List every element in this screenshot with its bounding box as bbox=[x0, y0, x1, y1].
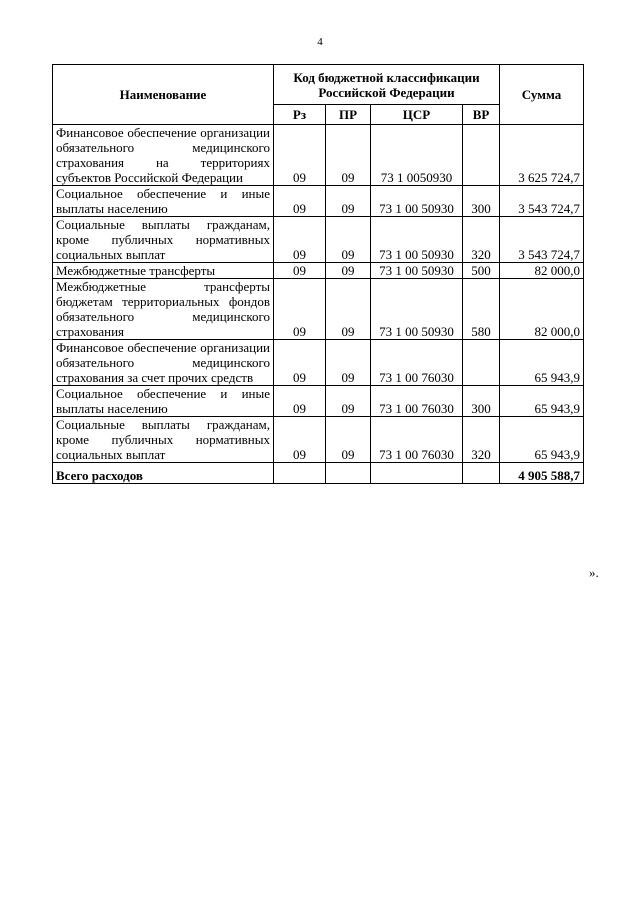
total-empty-rz bbox=[274, 463, 326, 484]
row-sum: 3 625 724,7 bbox=[500, 125, 584, 186]
row-pr: 09 bbox=[326, 386, 371, 417]
row-name: Социальное обеспечение и иные выплаты населению bbox=[53, 186, 274, 217]
row-sum: 65 943,9 bbox=[500, 340, 584, 386]
row-sum: 82 000,0 bbox=[500, 279, 584, 340]
row-vr: 300 bbox=[463, 386, 500, 417]
row-csr: 73 1 00 76030 bbox=[371, 417, 463, 463]
row-sum: 82 000,0 bbox=[500, 263, 584, 279]
page-number: 4 bbox=[317, 36, 323, 48]
row-rz: 09 bbox=[274, 217, 326, 263]
row-rz: 09 bbox=[274, 263, 326, 279]
table-row bbox=[53, 386, 584, 417]
header-sum: Сумма bbox=[500, 65, 584, 125]
table-row bbox=[53, 186, 584, 217]
total-label: Всего расходов bbox=[53, 463, 274, 484]
table-row bbox=[53, 263, 584, 279]
row-csr: 73 1 00 50930 bbox=[371, 186, 463, 217]
row-rz: 09 bbox=[274, 125, 326, 186]
row-csr: 73 1 0050930 bbox=[371, 125, 463, 186]
row-vr: 580 bbox=[463, 279, 500, 340]
table-row bbox=[53, 340, 584, 386]
total-empty-vr bbox=[463, 463, 500, 484]
header-code-group: Код бюджетной классификации Российской Федерации bbox=[274, 65, 500, 105]
row-csr: 73 1 00 50930 bbox=[371, 279, 463, 340]
row-pr: 09 bbox=[326, 340, 371, 386]
table-row bbox=[53, 279, 584, 340]
row-sum: 65 943,9 bbox=[500, 386, 584, 417]
row-name: Финансовое обеспечение организации обязательного медицинского страхования за счет прочих средств bbox=[53, 340, 274, 386]
row-pr: 09 bbox=[326, 417, 371, 463]
row-rz: 09 bbox=[274, 386, 326, 417]
header-pr: ПР bbox=[326, 105, 371, 125]
total-sum: 4 905 588,7 bbox=[500, 463, 584, 484]
table-row bbox=[53, 217, 584, 263]
row-rz: 09 bbox=[274, 417, 326, 463]
row-sum: 65 943,9 bbox=[500, 417, 584, 463]
row-pr: 09 bbox=[326, 279, 371, 340]
row-name: Межбюджетные трансферты bbox=[53, 263, 274, 279]
row-vr: 500 bbox=[463, 263, 500, 279]
row-pr: 09 bbox=[326, 186, 371, 217]
row-vr bbox=[463, 340, 500, 386]
header-csr: ЦСР bbox=[371, 105, 463, 125]
table-row bbox=[53, 125, 584, 186]
row-vr: 300 bbox=[463, 186, 500, 217]
budget-table bbox=[52, 64, 584, 484]
row-sum: 3 543 724,7 bbox=[500, 217, 584, 263]
closing-quote: ». bbox=[589, 565, 599, 580]
row-pr: 09 bbox=[326, 125, 371, 186]
row-vr bbox=[463, 125, 500, 186]
row-csr: 73 1 00 76030 bbox=[371, 340, 463, 386]
table-row bbox=[53, 417, 584, 463]
row-csr: 73 1 00 50930 bbox=[371, 263, 463, 279]
row-csr: 73 1 00 76030 bbox=[371, 386, 463, 417]
row-sum: 3 543 724,7 bbox=[500, 186, 584, 217]
total-empty-pr bbox=[326, 463, 371, 484]
row-rz: 09 bbox=[274, 340, 326, 386]
row-csr: 73 1 00 50930 bbox=[371, 217, 463, 263]
row-name: Межбюджетные трансферты бюджетам территориальных фондов обязательного медицинского страхования bbox=[53, 279, 274, 340]
row-name: Социальные выплаты гражданам, кроме публичных нормативных социальных выплат bbox=[53, 417, 274, 463]
row-pr: 09 bbox=[326, 217, 371, 263]
row-name: Социальное обеспечение и иные выплаты населению bbox=[53, 386, 274, 417]
row-pr: 09 bbox=[326, 263, 371, 279]
row-vr: 320 bbox=[463, 217, 500, 263]
total-row bbox=[53, 463, 584, 484]
header-vr: ВР bbox=[463, 105, 500, 125]
row-vr: 320 bbox=[463, 417, 500, 463]
header-rz: Рз bbox=[274, 105, 326, 125]
row-name: Социальные выплаты гражданам, кроме публичных нормативных социальных выплат bbox=[53, 217, 274, 263]
header-name: Наименование bbox=[53, 65, 274, 125]
row-rz: 09 bbox=[274, 186, 326, 217]
total-empty-csr bbox=[371, 463, 463, 484]
row-name: Финансовое обеспечение организации обязательного медицинского страхования на территориях субъектов Российской Федерации bbox=[53, 125, 274, 186]
row-rz: 09 bbox=[274, 279, 326, 340]
